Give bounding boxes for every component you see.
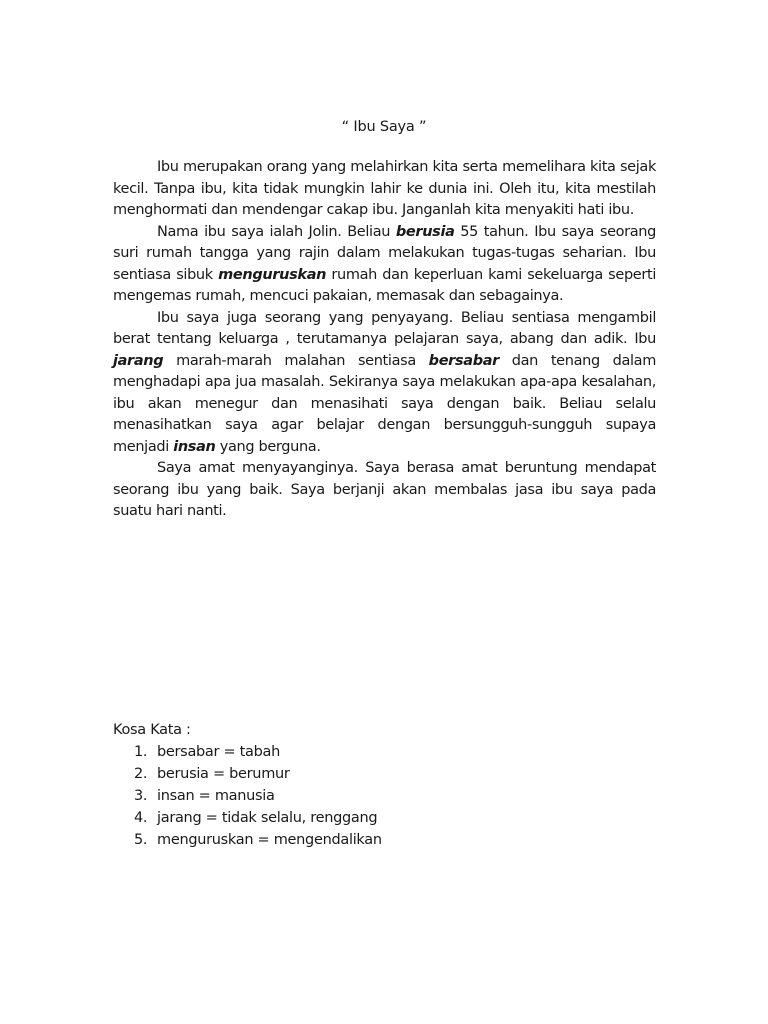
item-text: jarang = tidak selalu, renggang [157,810,378,826]
paragraph-text: dan tenang dalam menghadapi apa jua masalah. Sekiranya saya melakukan apa-apa kesalahan, ibu akan menegur dan menasihati saya dengan baik. Beliau selalu menasihatkan saya agar belajar dengan bersungguh-sungguh supaya menjadi [113,352,656,455]
item-number: 5. [134,832,148,848]
essay-paragraph [113,157,656,222]
vocabulary-item [113,807,613,829]
paragraph-text: Nama ibu saya ialah Jolin. Beliau [157,223,396,240]
keyword: berusia [395,223,455,240]
essay-title: “ Ibu Saya ” [341,119,427,135]
item-text: insan = manusia [157,788,275,804]
item-number: 3. [134,788,148,804]
essay-paragraph [113,458,656,523]
vocabulary-item [113,785,613,807]
paragraph-text: Ibu saya juga seorang yang penyayang. Beliau sentiasa mengambil berat tentang keluarga , terutamanya pelajaran saya, abang dan adik. Ibu [113,309,656,347]
paragraph-text: yang berguna. [215,438,321,455]
vocabulary-item [113,763,613,785]
item-number: 2. [134,766,148,782]
vocabulary-section [113,719,613,851]
item-number: 4. [134,810,148,826]
paragraph-text: Ibu merupakan orang yang melahirkan kita serta memelihara kita sejak kecil. Tanpa ibu, kita tidak mungkin lahir ke dunia ini. Oleh itu, kita mestilah menghormati dan mendengar cakap ibu. Janganlah kita menyakiti hati ibu. [113,159,656,218]
essay-body [113,157,656,523]
keyword: bersabar [428,352,499,369]
vocabulary-item [113,829,613,851]
paragraph-text: Saya amat menyayanginya. Saya berasa amat beruntung mendapat seorang ibu yang baik. Saya berjanji akan membalas jasa ibu saya pada suatu hari nanti. [113,460,656,519]
paragraph-text: rumah dan keperluan kami sekeluarga seperti mengemas rumah, mencuci pakaian, memasak dan sebagainya. [113,266,656,304]
vocabulary-heading: Kosa Kata : [113,722,191,738]
paragraph-text: marah-marah malahan sentiasa [163,352,429,369]
keyword: insan [173,438,216,455]
keyword: jarang [113,352,164,369]
paragraph-text: 55 tahun. Ibu saya seorang suri rumah tangga yang rajin dalam melakukan tugas-tugas seharian. Ibu sentiasa sibuk [113,223,656,283]
keyword: menguruskan [218,266,327,283]
vocabulary-item [113,741,613,763]
essay-paragraph [113,222,656,308]
item-text: berusia = berumur [157,766,290,782]
item-text: menguruskan = mengendalikan [157,832,382,848]
item-number: 1. [134,744,148,760]
vocabulary-list [113,741,613,851]
item-text: bersabar = tabah [157,744,280,760]
essay-paragraph [113,308,656,459]
